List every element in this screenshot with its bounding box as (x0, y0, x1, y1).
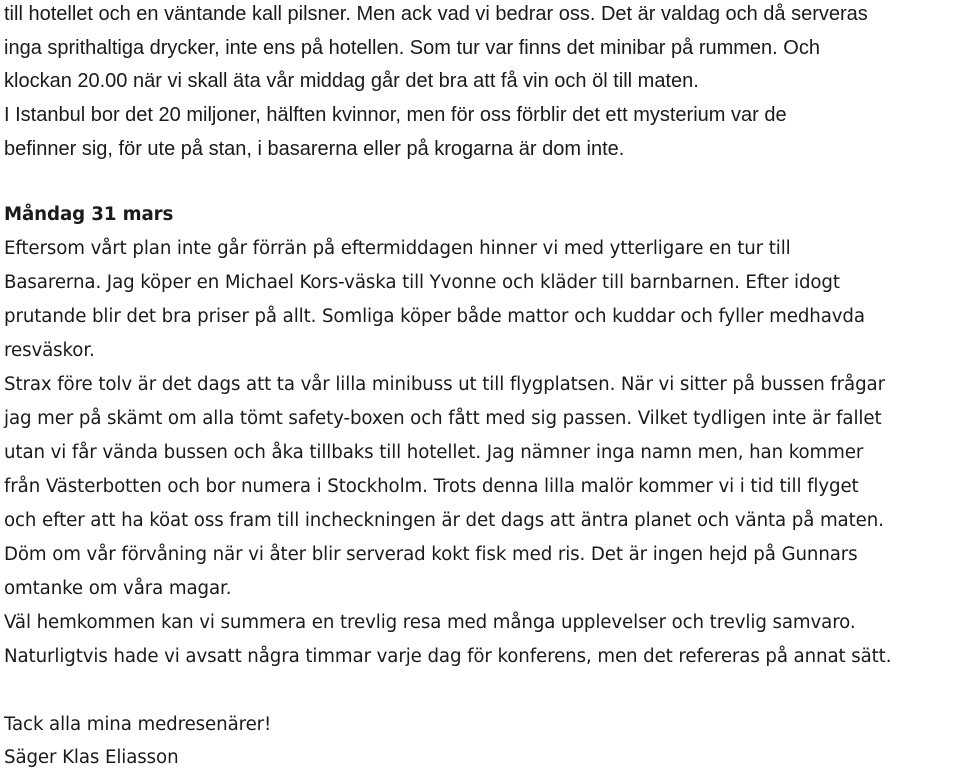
paragraph-line: Strax före tolv är det dags att ta vår lilla minibuss ut till flygplatsen. När vi sitter på bussen frågar (4, 374, 885, 395)
paragraph-line: Väl hemkommen kan vi summera en trevlig resa med många upplevelser och trevlig samvaro. (4, 612, 856, 633)
paragraph-line: klockan 20.00 när vi skall äta vår middag går det bra att få vin och öl till maten. (4, 70, 699, 92)
paragraph-line: resväskor. (4, 340, 95, 361)
paragraph-line: Basarerna. Jag köper en Michael Kors-väska till Yvonne och kläder till barnbarnen. Efter idogt (4, 272, 840, 293)
paragraph-line: omtanke om våra magar. (4, 578, 232, 599)
paragraph-line: och efter att ha köat oss fram till incheckningen är det dags att äntra planet och vänta på maten. (4, 510, 884, 531)
paragraph-line: prutande blir det bra priser på allt. Somliga köper både mattor och kuddar och fyller medhavda (4, 306, 865, 327)
paragraph-line: utan vi får vända bussen och åka tillbaks till hotellet. Jag nämner inga namn men, han kommer (4, 442, 864, 463)
paragraph-line: befinner sig, för ute på stan, i basarerna eller på krogarna är dom inte. (4, 138, 625, 160)
section-heading: Måndag 31 mars (4, 204, 174, 225)
paragraph-line: Eftersom vårt plan inte går förrän på eftermiddagen hinner vi med ytterligare en tur till (4, 238, 791, 259)
closing-line: Tack alla mina medresenärer! (4, 714, 272, 735)
paragraph-line: Döm om vår förvåning när vi åter blir serverad kokt fisk med ris. Det är ingen hejd på Gunnars (4, 544, 858, 565)
paragraph-line: Naturligtvis hade vi avsatt några timmar varje dag för konferens, men det refereras på annat sätt. (4, 646, 892, 667)
paragraph-line: inga sprithaltiga drycker, inte ens på hotellen. Som tur var finns det minibar på rummen. Och (4, 37, 820, 59)
paragraph-line: I Istanbul bor det 20 miljoner, hälften kvinnor, men för oss förblir det ett mysterium var de (4, 104, 787, 126)
paragraph-line: från Västerbotten och bor numera i Stockholm. Trots denna lilla malör kommer vi i tid till flyget (4, 476, 859, 497)
paragraph-line: jag mer på skämt om alla tömt safety-boxen och fått med sig passen. Vilket tydligen inte är fallet (4, 408, 882, 429)
signature-line: Säger Klas Eliasson (4, 747, 179, 768)
paragraph-line: till hotellet och en väntande kall pilsner. Men ack vad vi bedrar oss. Det är valdag och då serveras (4, 3, 868, 25)
